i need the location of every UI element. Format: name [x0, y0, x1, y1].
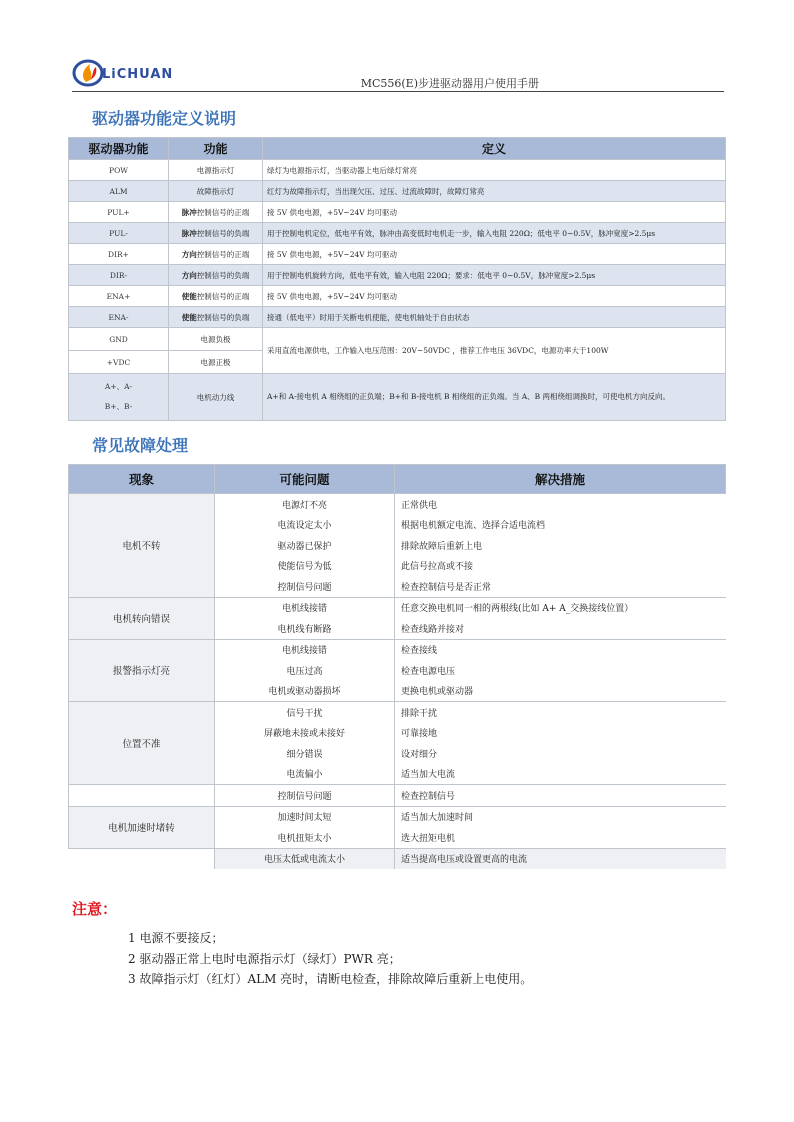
cause-cell: 电机扭矩太小: [215, 827, 395, 848]
signal-name: ENA+: [69, 286, 169, 307]
signal-definition: 接通（低电平）时用于关断电机使能，使电机轴处于自由状态: [263, 307, 726, 328]
table-row: [69, 374, 726, 421]
section-title-troubleshooting: 常见故障处理: [92, 436, 189, 455]
column-header: 现象: [69, 465, 215, 494]
solution-cell: 检查接线: [395, 639, 726, 660]
signal-name: GND: [69, 328, 169, 351]
troubleshooting-table: [68, 464, 726, 869]
cause-cell: 电流设定太小: [215, 515, 395, 536]
solution-cell: 检查控制信号是否正常: [395, 576, 726, 597]
table-row: [69, 597, 726, 618]
column-header: 定义: [263, 138, 726, 160]
document-title: MC556(E)步进驱动器用户使用手册: [360, 77, 539, 90]
table-row: [69, 702, 726, 723]
cause-cell: 电源灯不亮: [215, 494, 395, 515]
solution-cell: 更换电机或驱动器: [395, 681, 726, 702]
solution-cell: 适当提高电压或设置更高的电流: [395, 848, 726, 869]
cause-cell: 电流偏小: [215, 764, 395, 785]
signal-function: 使能控制信号的正端: [169, 286, 263, 307]
cause-cell: 电压过高: [215, 660, 395, 681]
signal-function: 故障指示灯: [169, 181, 263, 202]
solution-cell: 检查控制信号: [395, 785, 726, 807]
table-row: [69, 848, 726, 869]
column-header: 驱动器功能: [69, 138, 169, 160]
notes-title: 注意：: [72, 900, 118, 918]
signal-name: ENA-: [69, 307, 169, 328]
table-row: [69, 286, 726, 307]
signal-function: 电机动力线: [169, 374, 263, 421]
table-row: [69, 181, 726, 202]
cause-cell: 电机或驱动器损坏: [215, 681, 395, 702]
signal-definition: 红灯为故障指示灯，当出现欠压、过压、过流故障时，故障灯常亮: [263, 181, 726, 202]
signal-function: 脉冲控制信号的负端: [169, 223, 263, 244]
cause-cell: 电压太低或电流太小: [215, 848, 395, 869]
phenomenon-cell: 电机不转: [69, 494, 215, 598]
signal-function: 电源正极: [169, 351, 263, 374]
signal-name: A+、A- B+、B-: [69, 374, 169, 421]
cause-cell: 控制信号问题: [215, 785, 395, 807]
signal-function: 使能控制信号的负端: [169, 307, 263, 328]
signal-definition: 接 5V 供电电源，+5V~24V 均可驱动: [263, 202, 726, 223]
note-item: 2 驱动器正常上电时电源指示灯（绿灯）PWR 亮；: [128, 951, 401, 966]
signal-definition: A+和 A-接电机 A 相绕组的正负端；B+和 B-接电机 B 相绕组的正负端。当 A、B 两相绕组调换时，可使电机方向反向。: [263, 374, 726, 421]
signal-definition: 接 5V 供电电源，+5V~24V 均可驱动: [263, 286, 726, 307]
table-row: [69, 202, 726, 223]
table-header-row: [69, 465, 726, 494]
cause-cell: 电机线有断路: [215, 618, 395, 639]
phenomenon-cell: 电机加速时堵转: [69, 806, 215, 848]
cause-cell: 加速时间太短: [215, 806, 395, 827]
table-row: [69, 494, 726, 515]
signal-function: 方向控制信号的负端: [169, 265, 263, 286]
solution-cell: 适当加大加速时间: [395, 806, 726, 827]
signal-function: 方向控制信号的正端: [169, 244, 263, 265]
signal-name: DIR-: [69, 265, 169, 286]
solution-cell: 适当加大电流: [395, 764, 726, 785]
solution-cell: 选大扭矩电机: [395, 827, 726, 848]
phenomenon-cell-blank: [69, 785, 215, 807]
cause-cell: 电机线接错: [215, 639, 395, 660]
table-row: [69, 265, 726, 286]
table-row: [69, 806, 726, 827]
cause-cell: 屏蔽地未接或未接好: [215, 723, 395, 744]
notes-list: [128, 928, 532, 990]
phenomenon-cell: 电机转向错误: [69, 597, 215, 639]
signal-definition: 用于控制电机旋转方向，低电平有效，输入电阻 220Ω；要求：低电平 0~0.5V，脉冲宽度>2.5μs: [263, 265, 726, 286]
page-header: [72, 55, 724, 92]
solution-cell: 根据电机额定电流、选择合适电流档: [395, 515, 726, 536]
function-definition-table: [68, 137, 726, 421]
cause-cell: 细分错误: [215, 743, 395, 764]
signal-name: DIR+: [69, 244, 169, 265]
signal-definition: 采用直流电源供电，工作输入电压范围：20V~50VDC ，推荐工作电压 36VDC，电源功率大于100W: [263, 328, 726, 374]
section-title-function-definition: 驱动器功能定义说明: [92, 109, 237, 128]
column-header: 功能: [169, 138, 263, 160]
signal-function: 脉冲控制信号的正端: [169, 202, 263, 223]
signal-function: 电源指示灯: [169, 160, 263, 181]
solution-cell: 检查电源电压: [395, 660, 726, 681]
phenomenon-cell-blank: [69, 848, 215, 869]
column-header: 可能问题: [215, 465, 395, 494]
solution-cell: 排除干扰: [395, 702, 726, 723]
cause-cell: 使能信号为低: [215, 556, 395, 577]
signal-definition: 绿灯为电源指示灯，当驱动器上电后绿灯常亮: [263, 160, 726, 181]
signal-name: PUL-: [69, 223, 169, 244]
phenomenon-cell: 报警指示灯亮: [69, 639, 215, 702]
lichuan-logo: [72, 55, 192, 89]
cause-cell: 电机线接错: [215, 597, 395, 618]
cause-cell: 驱动器已保护: [215, 535, 395, 556]
note-item: 3 故障指示灯（红灯）ALM 亮时，请断电检查，排除故障后重新上电使用。: [128, 972, 533, 986]
table-row: [69, 639, 726, 660]
signal-function: 电源负极: [169, 328, 263, 351]
logo-text: LiCHUAN: [102, 67, 174, 82]
table-row: [69, 307, 726, 328]
solution-cell: 排除故障后重新上电: [395, 535, 726, 556]
table-row: [69, 160, 726, 181]
cause-cell: 控制信号问题: [215, 576, 395, 597]
phenomenon-cell: 位置不准: [69, 702, 215, 785]
solution-cell: 此信号拉高或不接: [395, 556, 726, 577]
table-row: [69, 785, 726, 807]
solution-cell: 任意交换电机同一相的两根线(比如 A+ A_交换接线位置）: [395, 597, 726, 618]
table-row: [69, 223, 726, 244]
signal-name: +VDC: [69, 351, 169, 374]
signal-name: PUL+: [69, 202, 169, 223]
table-row: [69, 244, 726, 265]
signal-name: POW: [69, 160, 169, 181]
solution-cell: 可靠接地: [395, 723, 726, 744]
signal-definition: 用于控制电机定位，低电平有效，脉冲由高变低时电机走一步，输入电阻 220Ω；低电平 0~0.5V，脉冲宽度>2.5μs: [263, 223, 726, 244]
solution-cell: 正常供电: [395, 494, 726, 515]
table-row: [69, 328, 726, 351]
signal-name: ALM: [69, 181, 169, 202]
cause-cell: 信号干扰: [215, 702, 395, 723]
solution-cell: 设对细分: [395, 743, 726, 764]
table-header-row: [69, 138, 726, 160]
solution-cell: 检查线路并接对: [395, 618, 726, 639]
signal-definition: 接 5V 供电电源，+5V~24V 均可驱动: [263, 244, 726, 265]
note-item: 1 电源不要接反；: [128, 931, 224, 945]
column-header: 解决措施: [395, 465, 726, 494]
